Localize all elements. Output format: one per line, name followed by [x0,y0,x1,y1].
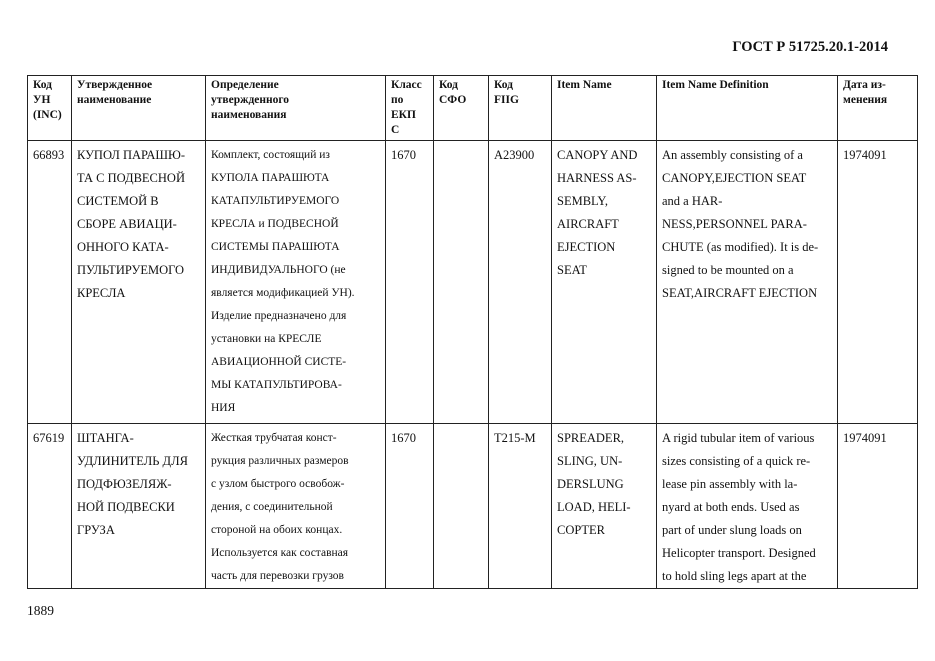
cell-definition [206,424,386,589]
text-line: КРЕСЛА и ПОДВЕСНОЙ [211,218,339,230]
col-header-definition [206,76,386,141]
col-header-name [72,76,206,141]
text-line: Используется как составная [211,547,349,559]
text-line: DERSLUNG [557,477,624,491]
text-line: SPREADER, [557,431,625,445]
text-line: является модификацией УН). [211,287,355,299]
text-line: CANOPY AND [557,148,638,162]
text-line: lease pin assembly with la- [662,477,798,491]
text-line: Изделие предназначено для [211,310,347,322]
text-line: SEMBLY, [557,194,608,208]
text-line: СИСТЕМОЙ В [77,194,159,208]
text-line: ПОДФЮЗЕЛЯЖ- [77,477,172,491]
text-line: Код [439,79,459,91]
text-line: SEAT,AIRCRAFT EJECTION [662,286,818,300]
cell-definition [206,141,386,424]
text-line: LOAD, HELI- [557,500,631,514]
text-line: (INC) [33,109,62,121]
text-line: Определение [211,79,279,91]
col-header-fiig [489,76,552,141]
text-line: наименования [211,109,287,121]
col-header-inc [28,76,72,141]
text-line: часть для перевозки грузов [211,570,344,582]
col-header-item-name [552,76,657,141]
cell-inc: 67619 [28,424,72,589]
text-line: КУПОЛА ПАРАШЮТА [211,172,330,184]
cell-item-name [552,424,657,589]
header-row [28,76,918,141]
text-line: signed to be mounted on a [662,263,794,277]
text-line: ТА С ПОДВЕСНОЙ [77,171,185,185]
cell-date: 1974091 [838,424,918,589]
cell-fiig: A23900 [489,141,552,424]
text-line: Код [33,79,53,91]
table-row [28,141,918,424]
text-line: Класс [391,79,422,91]
text-line: установки на КРЕСЛЕ [211,333,322,345]
text-line: МЫ КАТАПУЛЬТИРОВА- [211,379,342,391]
text-line: Комплект, состоящий из [211,149,330,161]
cell-class: 1670 [386,424,434,589]
cell-date: 1974091 [838,141,918,424]
text-line: по [391,94,404,106]
text-line: НОЙ ПОДВЕСКИ [77,500,175,514]
text-line: Item Name Definition [662,79,769,91]
text-line: наименование [77,94,152,106]
text-line: COPTER [557,523,605,537]
cell-name [72,424,206,589]
cell-sfo [434,424,489,589]
text-line: КРЕСЛА [77,286,126,300]
text-line: менения [843,94,888,106]
cell-item-definition [657,424,838,589]
text-line: NESS,PERSONNEL PARA- [662,217,807,231]
col-header-sfo [434,76,489,141]
text-line: утвержденного [211,94,290,106]
text-line: НИЯ [211,402,236,414]
col-header-class [386,76,434,141]
cell-name [72,141,206,424]
text-line: CHUTE (as modified). It is de- [662,240,819,254]
col-header-date [838,76,918,141]
text-line: Helicopter transport. Designed [662,546,816,560]
text-line: FIIG [494,94,519,106]
text-line: С [391,124,400,136]
text-line: nyard at both ends. Used as [662,500,800,514]
page-number: 1889 [27,603,54,618]
text-line: АВИАЦИОННОЙ СИСТЕ- [211,356,347,368]
catalog-table [27,75,918,589]
text-line: Утвержденное [77,79,153,91]
text-line: СИСТЕМЫ ПАРАШЮТА [211,241,340,253]
text-line: УДЛИНИТЕЛЬ ДЛЯ [77,454,188,468]
text-line: SLING, UN- [557,454,623,468]
cell-fiig: T215-M [489,424,552,589]
text-line: СФО [439,94,467,106]
text-line: sizes consisting of a quick re- [662,454,811,468]
text-line: стороной на обоих концах. [211,524,343,536]
text-line: ШТАНГА- [77,431,134,445]
text-line: HARNESS AS- [557,171,637,185]
text-line: Код [494,79,514,91]
cell-item-name [552,141,657,424]
text-line: Item Name [557,79,612,91]
text-line: с узлом быстрого освобож- [211,478,345,490]
document-id: ГОСТ Р 51725.20.1-2014 [732,39,888,55]
text-line: ГРУЗА [77,523,115,537]
text-line: AIRCRAFT [557,217,619,231]
text-line: An assembly consisting of a [662,148,803,162]
text-line: УН [33,94,51,106]
text-line: Дата из- [843,79,886,91]
text-line: A rigid tubular item of various [662,431,815,445]
cell-sfo [434,141,489,424]
text-line: CANOPY,EJECTION SEAT [662,171,807,185]
text-line: ПУЛЬТИРУЕМОГО [77,263,185,277]
text-line: Жесткая трубчатая конст- [211,432,337,444]
text-line: to hold sling legs apart at the [662,569,807,583]
text-line: ЕКП [391,109,416,121]
text-line: SEAT [557,263,587,277]
col-header-item-definition [657,76,838,141]
text-line: СБОРЕ АВИАЦИ- [77,217,177,231]
text-line: EJECTION [557,240,616,254]
text-line: part of under slung loads on [662,523,802,537]
cell-item-definition [657,141,838,424]
text-line: ИНДИВИДУАЛЬНОГО (не [211,264,346,276]
text-line: рукция различных размеров [211,455,349,467]
cell-inc: 66893 [28,141,72,424]
text-line: КАТАПУЛЬТИРУЕМОГО [211,195,340,207]
cell-class: 1670 [386,141,434,424]
text-line: ОННОГО КАТА- [77,240,169,254]
table-row [28,424,918,589]
text-line: дения, с соединительной [211,501,333,513]
text-line: КУПОЛ ПАРАШЮ- [77,148,186,162]
text-line: and a HAR- [662,194,723,208]
